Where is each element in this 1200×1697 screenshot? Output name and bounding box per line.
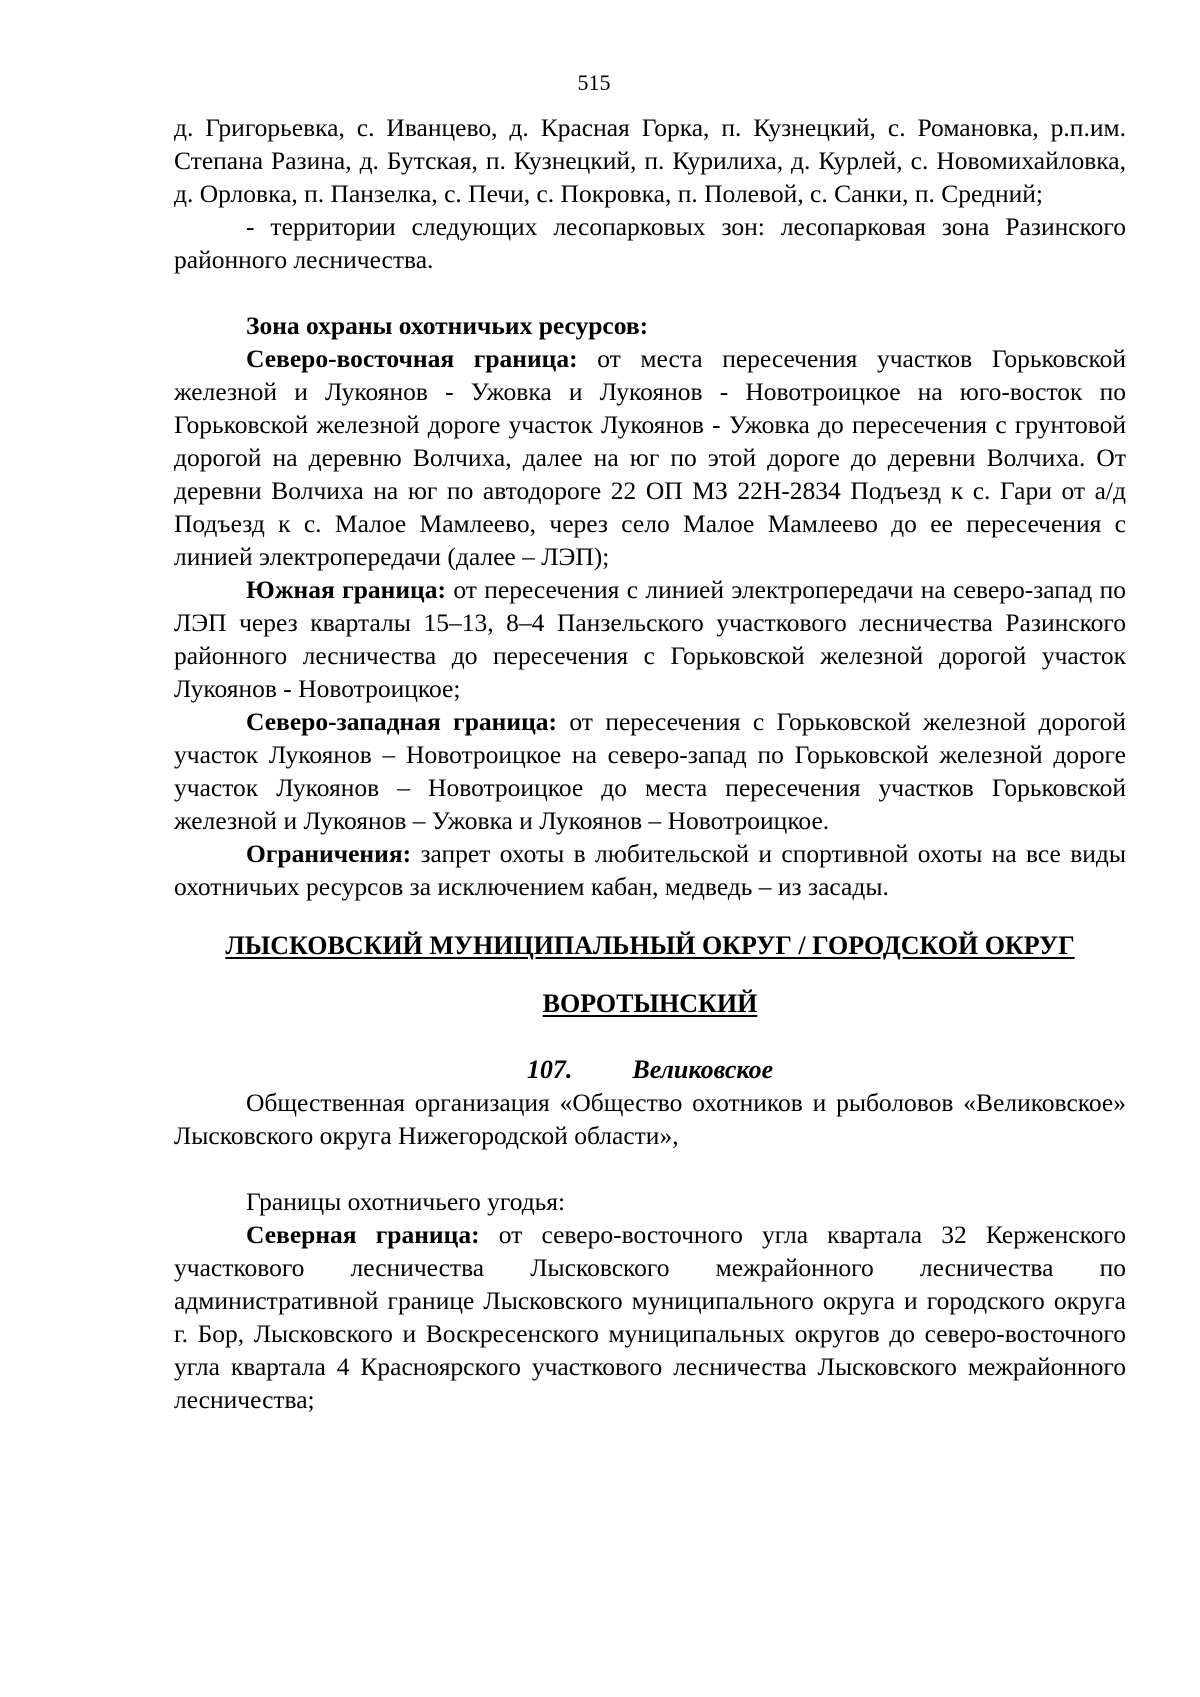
settlements-paragraph: д. Григорьевка, с. Иванцево, д. Красная Горка, п. Кузнецкий, с. Романовка, р.п.им. Степана Разина, д. Бутская, п. Кузнецкий, п. Курилиха, д. Курлей, с. Новомихайловка, д. Орловка, п. Панзелка, с. Печи, с. Покровка, п. Полевой, с. Санки, п. Средний; xyxy=(174,113,1126,208)
hunting-ground-name: Великовское xyxy=(632,1055,774,1084)
district-heading xyxy=(174,917,1126,1033)
northeast-border-paragraph xyxy=(174,342,1126,573)
north-border-paragraph xyxy=(174,1218,1126,1416)
district-heading-line-1: ЛЫСКОВСКИЙ МУНИЦИПАЛЬНЫЙ ОКРУГ / ГОРОДСКОЙ ОКРУГ xyxy=(225,931,1075,960)
restrictions-paragraph xyxy=(174,837,1126,903)
south-border-label: Южная граница: xyxy=(246,575,446,604)
northwest-border-label: Северо-западная граница: xyxy=(246,707,558,736)
organization-paragraph: Общественная организация «Общество охотников и рыболовов «Великовское» Лысковского округа Нижегородской области», xyxy=(174,1088,1126,1150)
northeast-border-label: Северо-восточная граница: xyxy=(246,344,578,373)
south-border-paragraph xyxy=(174,573,1126,705)
northeast-border-text: от места пересечения участков Горьковской железной и Лукоянов - Ужовка и Лукоянов - Новотроицкое на юго-восток по Горьковской железной дороге участок Лукоянов - Ужовка до пересечения с грунтовой дорогой на деревню Волчиха, далее на юг по этой дороге до деревни Волчиха. От деревни Волчиха на юг по автодороге 22 ОП МЗ 22Н-2834 Подъезд к с. Гари от а/д Подъезд к с. Малое Мамлеево, через село Малое Мамлеево до ее пересечения с линией электропередачи (далее – ЛЭП); xyxy=(174,344,1126,571)
protection-zone-heading: Зона охраны охотничьих ресурсов: xyxy=(246,311,649,340)
borders-heading: Границы охотничьего угодья: xyxy=(246,1187,566,1216)
restrictions-text: запрет охоты в любительской и спортивной охоты на все виды охотничьих ресурсов за исключением кабан, медведь – из засады. xyxy=(174,839,1126,901)
hunting-ground-number: 107. xyxy=(526,1055,573,1084)
south-border-text: от пересечения с линией электропередачи на северо-запад по ЛЭП через кварталы 15–13, 8–4 Панзельского участкового лесничества Разинского районного лесничества до пересечения с Горьковской железной дорогой участок Лукоянов - Новотроицкое; xyxy=(174,575,1126,703)
northwest-border-paragraph xyxy=(174,705,1126,837)
north-border-label: Северная граница: xyxy=(246,1220,480,1249)
forest-park-paragraph: - территории следующих лесопарковых зон: лесопарковая зона Разинского районного лесничества. xyxy=(174,212,1126,274)
northwest-border-text: от пересечения с Горьковской железной дорогой участок Лукоянов – Новотроицкое на северо-запад по Горьковской железной дороге участок Лукоянов – Новотроицкое до места пересечения участков Горьковской железной и Лукоянов – Ужовка и Лукоянов – Новотроицкое. xyxy=(174,707,1126,835)
restrictions-label: Ограничения: xyxy=(246,839,412,868)
document-body xyxy=(174,111,1126,1416)
north-border-text: от северо-восточного угла квартала 32 Керженского участкового лесничества Лысковского межрайонного лесничества по административной границе Лысковского муниципального округа и городского округа г. Бор, Лысковского и Воскресенского муниципальных округов до северо-восточного угла квартала 4 Красноярского участкового лесничества Лысковского межрайонного лесничества; xyxy=(174,1220,1126,1414)
hunting-ground-title xyxy=(174,1053,1126,1086)
district-heading-line-2: ВОРОТЫНСКИЙ xyxy=(542,989,758,1018)
page-number: 515 xyxy=(577,70,611,95)
